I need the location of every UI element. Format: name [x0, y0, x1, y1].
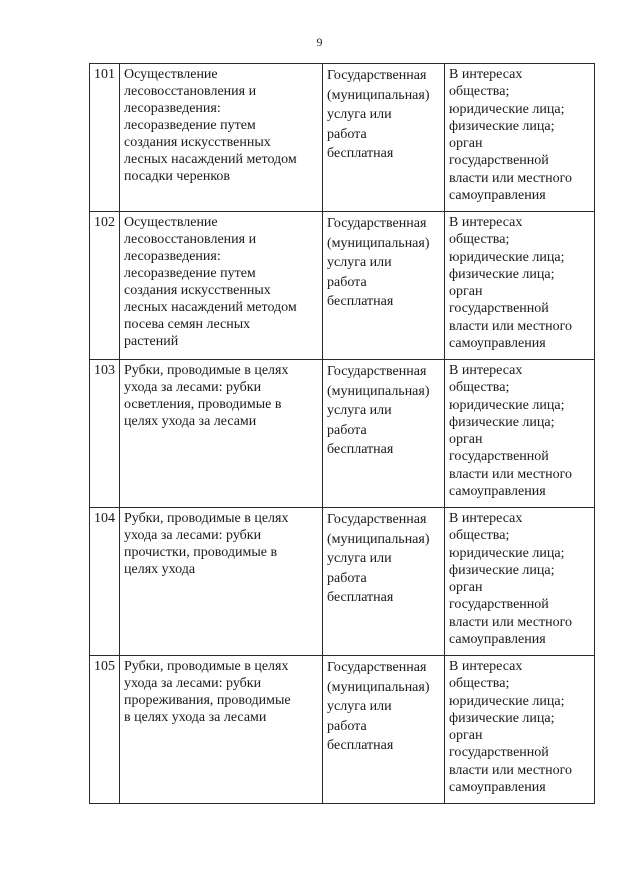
service-name-cell-line: лесовосстановления и	[124, 232, 257, 247]
service-name-cell-line: создания искусственных	[124, 135, 271, 150]
service-recipients-cell	[445, 360, 595, 508]
service-name-cell-line: лесоразведение путем	[124, 118, 256, 133]
service-type-cell-line: Государственная	[327, 660, 427, 675]
table-row	[90, 360, 595, 508]
service-type-cell-line: работа	[327, 274, 367, 290]
service-name-cell-line: создания искусственных	[124, 283, 271, 298]
service-name-cell-line: лесоразведение путем	[124, 266, 256, 281]
service-name-cell-line: лесоразведения:	[124, 101, 221, 116]
row-number-cell: 101	[90, 64, 120, 212]
table-row	[90, 508, 595, 656]
service-name-cell	[120, 64, 323, 212]
service-recipients-cell-line: общества;	[449, 84, 510, 100]
service-name-cell-line: растений	[124, 334, 179, 349]
service-recipients-cell-line: орган	[449, 728, 483, 744]
service-name-cell-line: прореживания, проводимые	[124, 693, 291, 708]
service-name-cell-line: лесных насаждений методом	[124, 152, 297, 167]
service-recipients-cell-line: власти или местного	[449, 170, 573, 186]
service-recipients-cell-line: юридические лица;	[449, 397, 565, 413]
service-recipients-cell-line: юридические лица;	[449, 249, 565, 265]
service-type-cell-line: Государственная	[327, 216, 427, 231]
service-recipients-cell-line: общества;	[449, 232, 510, 248]
service-name-cell-line: Рубки, проводимые в целях	[124, 511, 289, 526]
service-type-cell-line: бесплатная	[327, 590, 394, 605]
service-type-cell-line: (муниципальная)	[327, 235, 430, 251]
service-type-cell-line: (муниципальная)	[327, 531, 430, 547]
services-table	[89, 63, 595, 804]
service-type-cell-line: Государственная	[327, 364, 427, 379]
service-name-cell-line: Рубки, проводимые в целях	[124, 363, 289, 378]
service-type-cell-line: бесплатная	[327, 146, 394, 161]
service-name-cell-line: лесных насаждений методом	[124, 300, 297, 315]
service-name-cell-line: Осуществление	[124, 215, 218, 230]
service-recipients-cell-line: самоуправления	[449, 780, 546, 796]
service-type-cell	[323, 212, 445, 360]
service-type-cell-line: бесплатная	[327, 738, 394, 753]
services-table-body	[90, 64, 595, 804]
service-type-cell-line: работа	[327, 126, 367, 142]
service-recipients-cell-line: государственной	[449, 745, 549, 761]
service-type-cell-line: работа	[327, 570, 367, 586]
service-recipients-cell-line: общества;	[449, 528, 510, 544]
service-name-cell-line: целях ухода	[124, 562, 196, 577]
service-type-cell	[323, 656, 445, 804]
service-recipients-cell-line: государственной	[449, 449, 549, 465]
service-type-cell-line: Государственная	[327, 512, 427, 527]
service-name-cell-line: лесовосстановления и	[124, 84, 257, 99]
row-number-cell: 105	[90, 656, 120, 804]
service-recipients-cell-line: самоуправления	[449, 188, 546, 204]
service-name-cell-line: прочистки, проводимые в	[124, 545, 278, 560]
service-recipients-cell-line: В интересах	[449, 511, 523, 526]
service-type-cell-line: (муниципальная)	[327, 87, 430, 103]
service-name-cell-line: ухода за лесами: рубки	[124, 380, 262, 395]
service-recipients-cell-line: самоуправления	[449, 632, 546, 648]
service-recipients-cell-line: власти или местного	[449, 466, 573, 482]
service-type-cell	[323, 508, 445, 656]
service-recipients-cell-line: орган	[449, 432, 483, 448]
service-recipients-cell	[445, 656, 595, 804]
table-row	[90, 64, 595, 212]
service-type-cell-line: Государственная	[327, 68, 427, 83]
service-recipients-cell-line: В интересах	[449, 67, 523, 82]
service-recipients-cell-line: власти или местного	[449, 762, 573, 778]
service-type-cell-line: (муниципальная)	[327, 679, 430, 695]
service-recipients-cell-line: физические лица;	[449, 562, 555, 578]
service-type-cell-line: услуга или	[327, 551, 392, 566]
service-recipients-cell-line: общества;	[449, 380, 510, 396]
service-name-cell	[120, 360, 323, 508]
service-name-cell-line: целях ухода за лесами	[124, 414, 257, 429]
service-recipients-cell	[445, 64, 595, 212]
service-recipients-cell-line: физические лица;	[449, 266, 555, 282]
service-type-cell-line: бесплатная	[327, 442, 394, 457]
service-recipients-cell-line: государственной	[449, 597, 549, 613]
row-number-cell: 103	[90, 360, 120, 508]
service-name-cell	[120, 212, 323, 360]
service-recipients-cell-line: государственной	[449, 301, 549, 317]
service-recipients-cell-line: орган	[449, 580, 483, 596]
service-recipients-cell-line: В интересах	[449, 363, 523, 378]
row-number-cell: 102	[90, 212, 120, 360]
service-recipients-cell-line: В интересах	[449, 215, 523, 230]
service-name-cell-line: ухода за лесами: рубки	[124, 676, 262, 691]
service-recipients-cell-line: общества;	[449, 676, 510, 692]
service-recipients-cell-line: власти или местного	[449, 318, 573, 334]
service-name-cell-line: в целях ухода за лесами	[124, 710, 267, 725]
service-recipients-cell-line: В интересах	[449, 659, 523, 674]
service-type-cell-line: услуга или	[327, 699, 392, 714]
service-recipients-cell-line: орган	[449, 284, 483, 300]
service-type-cell-line: (муниципальная)	[327, 383, 430, 399]
service-recipients-cell-line: юридические лица;	[449, 693, 565, 709]
service-name-cell	[120, 656, 323, 804]
service-type-cell	[323, 360, 445, 508]
service-recipients-cell-line: самоуправления	[449, 336, 546, 352]
service-name-cell-line: лесоразведения:	[124, 249, 221, 264]
service-name-cell-line: осветления, проводимые в	[124, 397, 282, 412]
service-recipients-cell-line: государственной	[449, 153, 549, 169]
service-type-cell-line: бесплатная	[327, 294, 394, 309]
service-type-cell-line: работа	[327, 422, 367, 438]
service-recipients-cell-line: физические лица;	[449, 118, 555, 134]
service-recipients-cell-line: юридические лица;	[449, 101, 565, 117]
service-type-cell-line: услуга или	[327, 255, 392, 270]
service-type-cell	[323, 64, 445, 212]
service-recipients-cell-line: юридические лица;	[449, 545, 565, 561]
service-type-cell-line: услуга или	[327, 403, 392, 418]
service-recipients-cell	[445, 508, 595, 656]
table-row	[90, 656, 595, 804]
table-row	[90, 212, 595, 360]
service-name-cell-line: Рубки, проводимые в целях	[124, 659, 289, 674]
service-type-cell-line: услуга или	[327, 107, 392, 122]
service-recipients-cell-line: самоуправления	[449, 484, 546, 500]
page-number: 9	[316, 35, 323, 49]
service-name-cell	[120, 508, 323, 656]
service-name-cell-line: посева семян лесных	[124, 317, 251, 332]
service-name-cell-line: посадки черенков	[124, 169, 231, 184]
service-recipients-cell-line: физические лица;	[449, 414, 555, 430]
service-recipients-cell	[445, 212, 595, 360]
service-type-cell-line: работа	[327, 718, 367, 734]
service-recipients-cell-line: власти или местного	[449, 614, 573, 630]
service-name-cell-line: ухода за лесами: рубки	[124, 528, 262, 543]
service-recipients-cell-line: физические лица;	[449, 710, 555, 726]
service-name-cell-line: Осуществление	[124, 67, 218, 82]
service-recipients-cell-line: орган	[449, 136, 483, 152]
row-number-cell: 104	[90, 508, 120, 656]
